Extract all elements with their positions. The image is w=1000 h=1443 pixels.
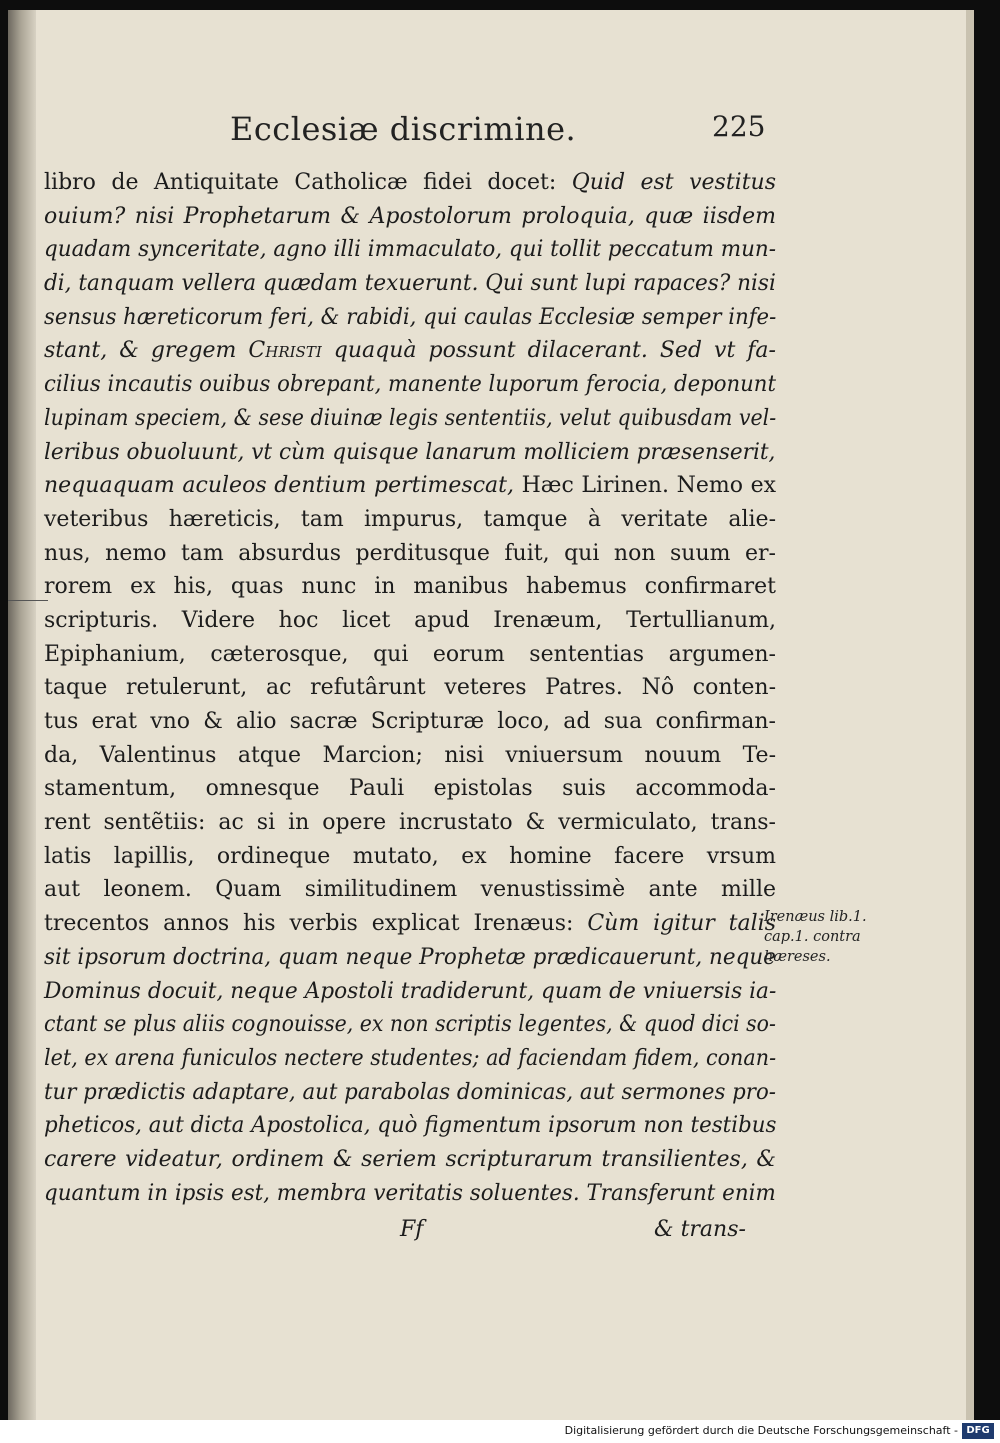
text-segment: veteribus hæreticis, tam impurus, tamque à veritate alie- <box>44 506 776 532</box>
margin-mark <box>8 600 48 601</box>
margin-note-line: cap.1. contra <box>764 929 861 945</box>
text-line <box>44 975 777 1009</box>
text-segment: carere videatur, ordinem & seriem scripturarum transilientes, & <box>44 1146 776 1172</box>
text-line <box>44 334 776 368</box>
text-line <box>44 604 776 638</box>
page-number: 225 <box>712 110 766 143</box>
text-segment: aut leonem. Quam similitudinem venustissimè ante mille <box>44 877 776 903</box>
page-header <box>8 110 966 160</box>
text-line <box>44 1109 777 1143</box>
text-line <box>44 200 776 234</box>
text-line <box>44 907 776 941</box>
text-segment: Cùm igitur talis <box>587 911 776 937</box>
text-line <box>44 1008 776 1042</box>
text-segment: leribus obuoluunt, vt cùm quisque lanarum molliciem præsenserit, <box>44 439 776 465</box>
text-line <box>44 1143 776 1177</box>
text-segment: scripturis. Videre hoc licet apud Irenæum, Tertullianum, <box>44 607 776 633</box>
text-line <box>44 705 776 739</box>
dfg-logo-icon: DFG <box>962 1423 994 1439</box>
text-segment: di, tanquam vellera quædam texuerunt. Qui sunt lupi rapaces? nisi <box>44 271 776 297</box>
text-line <box>44 301 777 335</box>
text-line <box>44 772 776 806</box>
text-line <box>44 469 776 503</box>
text-segment: rent sentẽtiis: ac si in opere incrustato & vermiculato, trans- <box>44 810 776 836</box>
text-segment: ouium? nisi Prophetarum & Apostolorum proloquia, quæ iisdem <box>44 203 776 229</box>
text-segment: Quid est vestitus <box>571 170 776 195</box>
digitization-footer <box>0 1420 1000 1443</box>
text-line <box>44 267 776 301</box>
text-line <box>44 739 776 773</box>
text-segment: Epiphanium, cæterosque, qui eorum sententias argumen- <box>44 641 776 667</box>
text-segment: pheticos, aut dicta Apostolica, quò figmentum ipsorum non testibus <box>44 1113 777 1139</box>
text-line <box>44 840 776 874</box>
text-segment: tus erat vno & alio sacræ Scripturæ loco, ad sua confirman- <box>44 709 776 734</box>
text-line <box>44 570 776 604</box>
margin-note-line: hæreses. <box>764 949 831 965</box>
text-segment: latis lapillis, ordineque mutato, ex homine facere vrsum <box>44 843 776 869</box>
text-segment: da, Valentinus atque Marcion; nisi vniuersum nouum Te- <box>44 742 776 768</box>
text-line <box>44 503 776 537</box>
text-segment: stamentum, omnesque Pauli epistolas suis accommoda- <box>44 776 776 802</box>
text-line <box>44 873 776 907</box>
text-segment: libro de Antiquitate Catholicæ fidei docet: <box>44 170 572 195</box>
text-segment: Christi <box>248 338 322 364</box>
text-line <box>44 166 776 200</box>
body-text <box>44 166 776 1210</box>
text-line <box>44 1177 776 1211</box>
text-segment: stant, & gregem <box>44 338 249 364</box>
text-segment: nus, nemo tam absurdus perditusque fuit, qui non suum er- <box>44 540 776 566</box>
text-segment: ctant se plus aliis cognouisse, ex non scriptis legentes, & quod dici so- <box>44 1012 776 1038</box>
text-line <box>44 368 776 402</box>
text-line <box>44 806 776 840</box>
text-segment: sit ipsorum doctrina, quam neque Prophetæ prædicauerunt, neque <box>44 944 776 970</box>
text-line <box>44 1042 777 1076</box>
text-line <box>44 941 776 975</box>
text-line <box>44 402 777 436</box>
text-line <box>44 537 776 571</box>
text-line <box>44 638 776 672</box>
catchwords-line <box>44 1217 776 1249</box>
book-page <box>8 10 974 1420</box>
running-title: Ecclesiæ discrimine. <box>230 110 577 148</box>
text-segment: cilius incautis ouibus obrepant, manente luporum ferocia, deponunt <box>44 372 776 398</box>
text-segment: quaquà possunt dilacerant. Sed vt fa- <box>321 338 776 364</box>
catchword: & trans- <box>654 1217 746 1242</box>
text-segment: Hæc Lirinen. Nemo ex <box>521 473 776 499</box>
text-line <box>44 671 776 705</box>
text-segment: nequaquam aculeos dentium pertimescat, <box>44 473 522 499</box>
text-segment: let, ex arena funiculos nectere studentes; ad faciendam fidem, conan- <box>44 1045 777 1071</box>
digitization-credit: Digitalisierung gefördert durch die Deutsche Forschungsgemeinschaft - <box>564 1424 958 1437</box>
text-segment: taque retulerunt, ac refutârunt veteres Patres. Nô conten- <box>44 675 776 701</box>
text-segment: quantum in ipsis est, membra veritatis soluentes. Transferunt enim <box>44 1180 776 1206</box>
margin-note <box>764 907 904 967</box>
text-line <box>44 233 777 267</box>
page-gutter <box>8 10 36 1420</box>
text-segment: tur prædictis adaptare, aut parabolas dominicas, aut sermones pro- <box>44 1079 776 1105</box>
text-segment: lupinam speciem, & sese diuinæ legis sententiis, velut quibusdam vel- <box>44 405 777 431</box>
text-segment: trecentos annos his verbis explicat Irenæus: <box>44 911 588 937</box>
text-segment: Dominus docuit, neque Apostoli tradiderunt, quam de vniuersis ia- <box>44 978 777 1004</box>
text-segment: quadam synceritate, agno illi immaculato, qui tollit peccatum mun- <box>44 237 777 263</box>
text-segment: rorem ex his, quas nunc in manibus habemus confirmaret <box>44 574 776 600</box>
text-line <box>44 1076 776 1110</box>
margin-note-line: Irenæus lib.1. <box>764 909 867 925</box>
text-line <box>44 436 776 470</box>
text-segment: sensus hæreticorum feri, & rabidi, qui caulas Ecclesiæ semper infe- <box>44 304 777 330</box>
signature-mark: Ff <box>400 1217 424 1242</box>
